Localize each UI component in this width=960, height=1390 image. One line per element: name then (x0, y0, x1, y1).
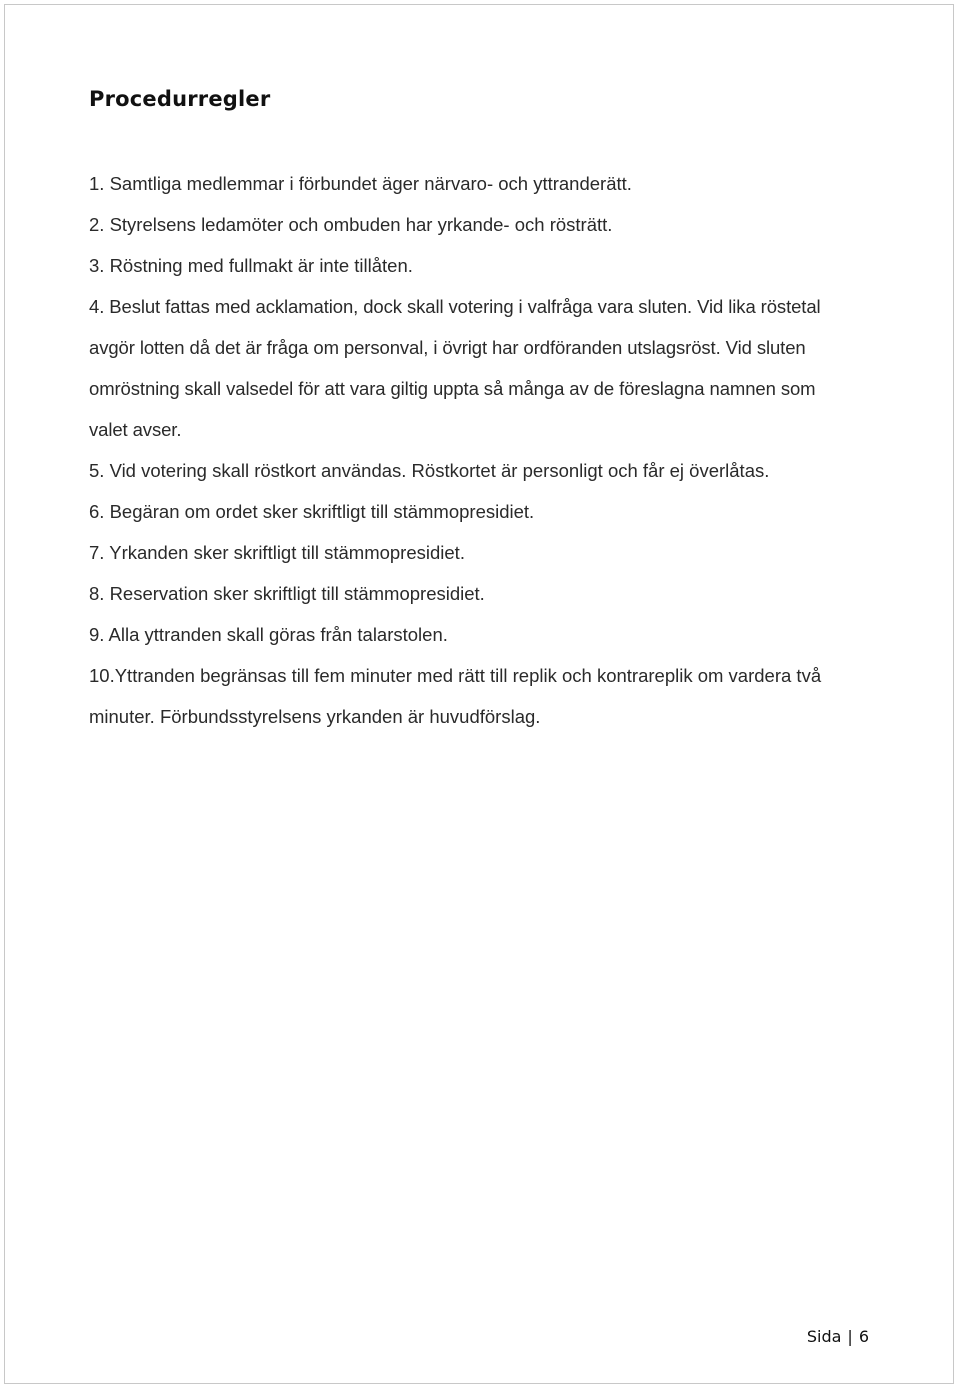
rule-item-5: 5. Vid votering skall röstkort användas. Röstkortet är personligt och får ej överlåtas. (89, 460, 770, 481)
rules-list (89, 163, 829, 737)
rule-item-8: 8. Reservation sker skriftligt till stämmopresidiet. (89, 583, 485, 604)
rule-item-2: 2. Styrelsens ledamöter och ombuden har yrkande- och rösträtt. (89, 214, 613, 235)
rule-item-9: 9. Alla yttranden skall göras från talarstolen. (89, 624, 448, 645)
rule-item-4: 4. Beslut fattas med acklamation, dock skall votering i valfråga vara sluten. Vid lika röstetal avgör lotten då det är fråga om personval, i övrigt har ordföranden utslagsröst. Vid sluten omröstning skall valsedel för att vara giltig uppta så många av de föreslagna namnen som valet avser. (89, 296, 821, 440)
rule-item-10: 10.Yttranden begränsas till fem minuter med rätt till replik och kontrareplik om vardera två minuter. Förbundsstyrelsens yrkanden är huvudförslag. (89, 665, 822, 727)
rule-item-7: 7. Yrkanden sker skriftligt till stämmopresidiet. (89, 542, 465, 563)
footer-separator: | (847, 1327, 853, 1346)
rule-item-1: 1. Samtliga medlemmar i förbundet äger närvaro- och yttranderätt. (89, 173, 632, 194)
page-footer (807, 1327, 869, 1346)
page-title: Procedurregler (89, 87, 271, 111)
rule-item-3: 3. Röstning med fullmakt är inte tillåten. (89, 255, 413, 276)
document-page (4, 4, 954, 1384)
footer-page-label: Sida (806, 1327, 842, 1346)
footer-page-number: 6 (858, 1327, 869, 1346)
rule-item-6: 6. Begäran om ordet sker skriftligt till stämmopresidiet. (89, 501, 535, 522)
